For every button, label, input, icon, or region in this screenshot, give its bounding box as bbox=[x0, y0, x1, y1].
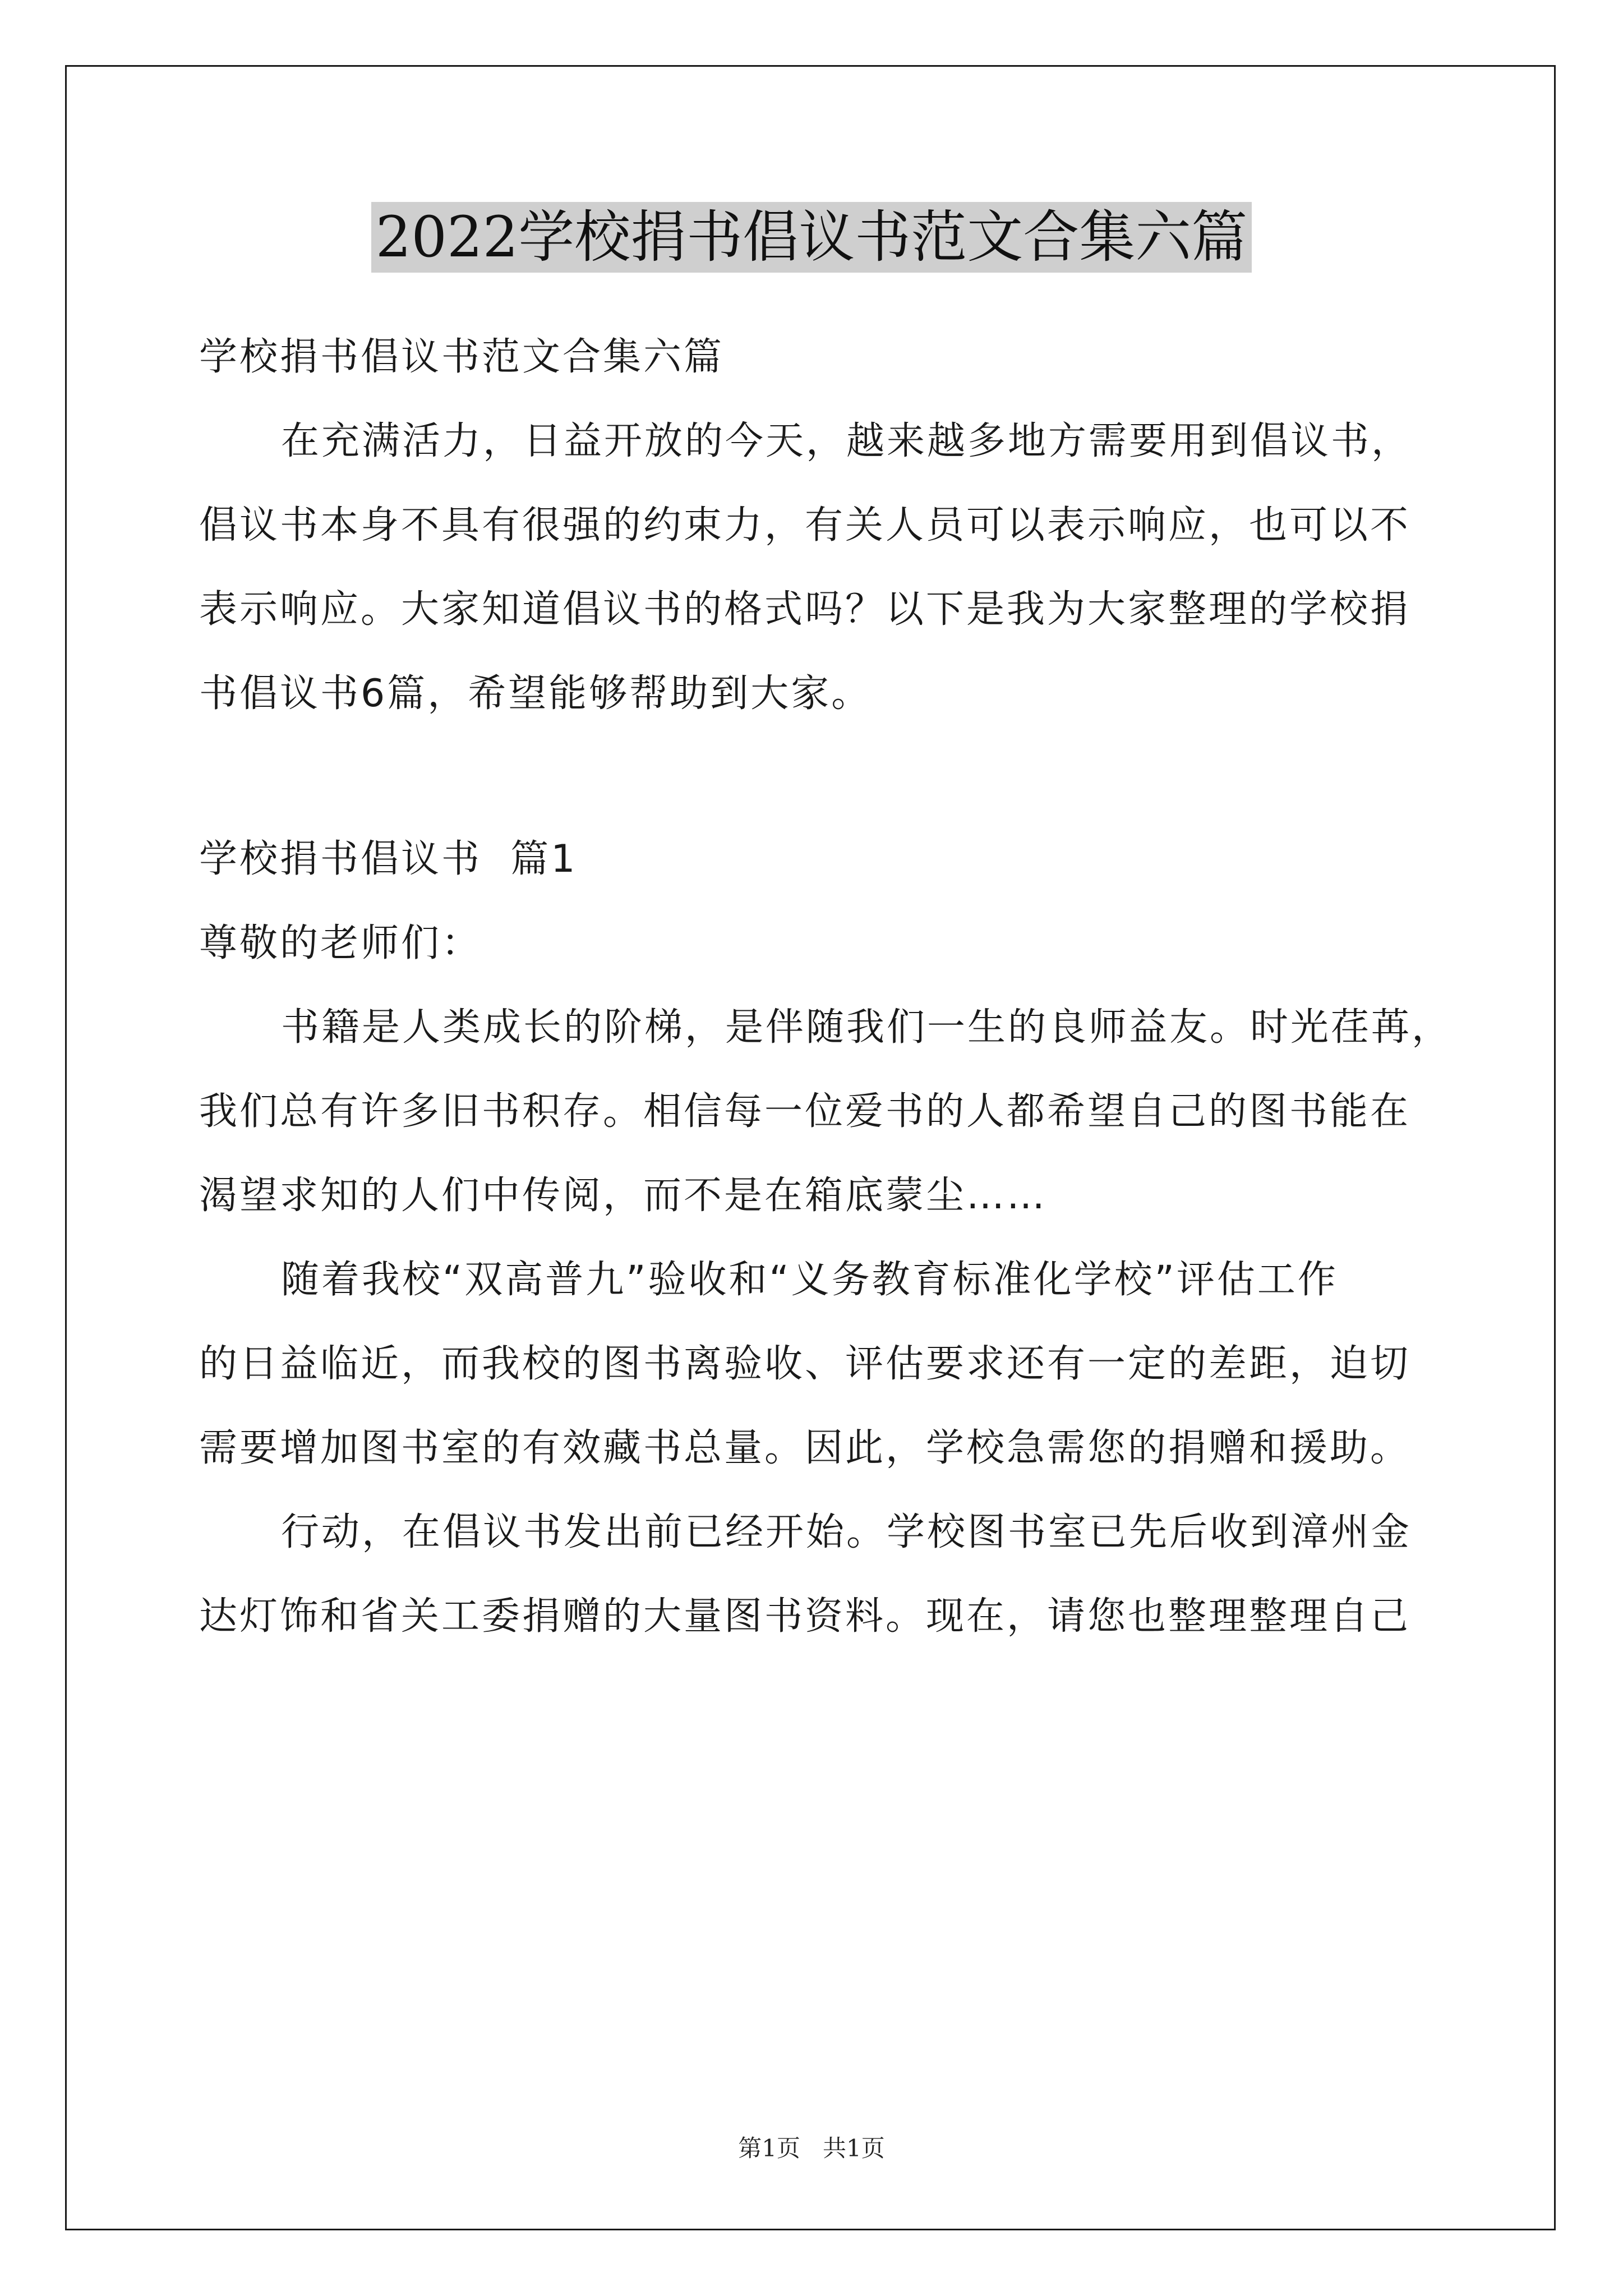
page-footer bbox=[0, 2132, 1623, 2165]
intro-line: 表示响应。大家知道倡议书的格式吗？以下是我为大家整理的学校捐 bbox=[199, 587, 1411, 632]
section-gap bbox=[199, 736, 1427, 817]
intro-line: 在充满活力，日益开放的今天，越来越多地方需要用到倡议书， bbox=[281, 419, 1412, 463]
intro-line: 书倡议书6篇，希望能够帮助到大家。 bbox=[199, 671, 872, 716]
page-number: 第1页 bbox=[738, 2134, 800, 2162]
salutation: 尊敬的老师们： bbox=[199, 921, 482, 965]
paragraph-line: 书籍是人类成长的阶梯，是伴随我们一生的良师益友。时光荏苒， bbox=[281, 1005, 1453, 1050]
document-body bbox=[199, 315, 1453, 1659]
paragraph-line: 的日益临近，而我校的图书离验收、评估要求还有一定的差距，迫切 bbox=[199, 1342, 1411, 1386]
document-subtitle: 学校捐书倡议书范文合集六篇 bbox=[199, 335, 725, 379]
page-total: 共1页 bbox=[823, 2134, 885, 2162]
document-title: 2022学校捐书倡议书范文合集六篇 bbox=[371, 202, 1252, 273]
paragraph-line: 我们总有许多旧书积存。相信每一位爱书的人都希望自己的图书能在 bbox=[199, 1089, 1411, 1134]
paragraph-line: 达灯饰和省关工委捐赠的大量图书资料。现在，请您也整理整理自己 bbox=[199, 1594, 1411, 1639]
paragraph-line: 需要增加图书室的有效藏书总量。因此，学校急需您的捐赠和援助。 bbox=[199, 1426, 1411, 1470]
title-block bbox=[0, 202, 1623, 273]
paragraph-line: 随着我校“双高普九”验收和“义务教育标准化学校”评估工作 bbox=[281, 1258, 1338, 1302]
section-heading: 学校捐书倡议书 篇1 bbox=[199, 837, 578, 881]
intro-line: 倡议书本身不具有很强的约束力，有关人员可以表示响应，也可以不 bbox=[199, 503, 1411, 547]
paragraph-line: 渴望求知的人们中传阅，而不是在箱底蒙尘…… bbox=[199, 1174, 1048, 1218]
paragraph-line: 行动，在倡议书发出前已经开始。学校图书室已先后收到漳州金 bbox=[281, 1510, 1412, 1554]
